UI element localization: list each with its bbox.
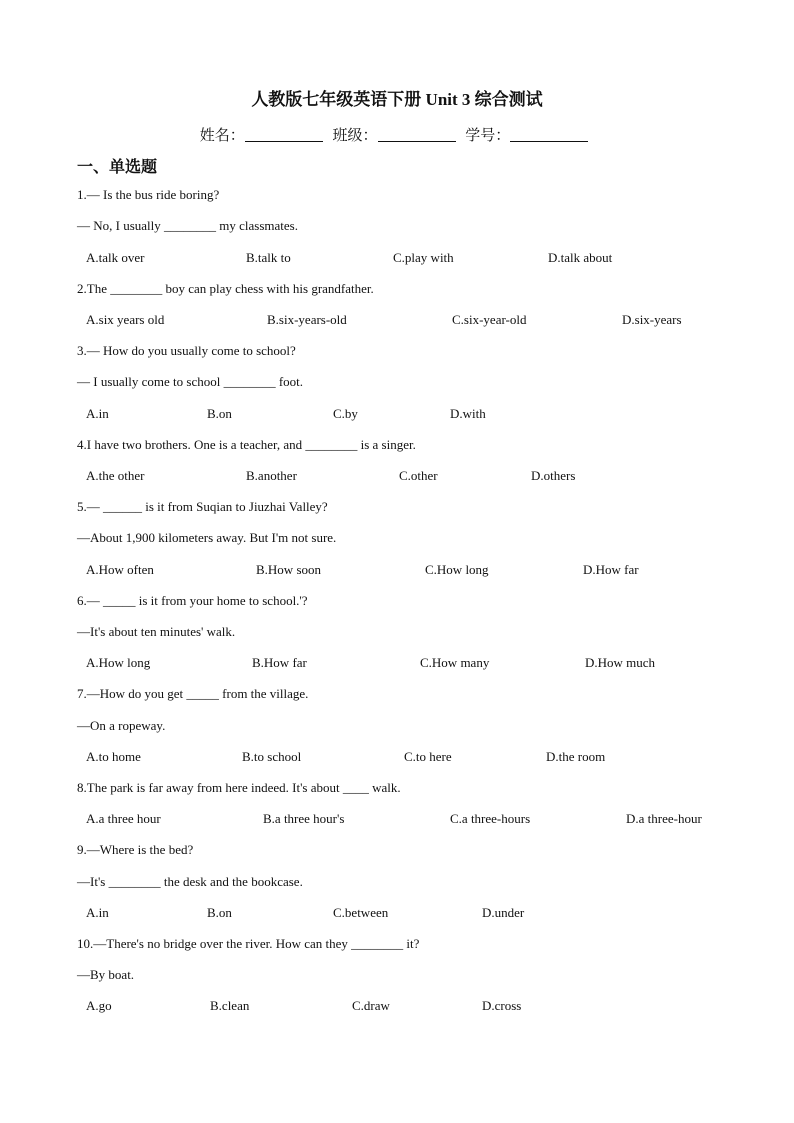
question-10-option-d[interactable]: D.cross	[482, 998, 522, 1013]
question-8-stem: 8.The park is far away from here indeed. It's about ____ walk.	[77, 780, 401, 795]
question-4-option-c[interactable]: C.other	[399, 468, 438, 483]
question-10-option-b[interactable]: B.clean	[210, 998, 250, 1013]
question-8-option-d[interactable]: D.a three-hour	[626, 811, 702, 826]
name-label: 姓名：	[199, 128, 245, 144]
question-8-option-b[interactable]: B.a three hour's	[263, 811, 345, 826]
question-3-option-b[interactable]: B.on	[207, 406, 232, 421]
question-2-option-c[interactable]: C.six-year-old	[452, 312, 527, 327]
question-7-option-d[interactable]: D.the room	[546, 749, 606, 764]
question-7-option-b[interactable]: B.to school	[242, 749, 302, 764]
question-2-option-a[interactable]: A.six years old	[86, 312, 165, 327]
question-3-line-2: — I usually come to school ________ foot.	[77, 374, 304, 389]
question-4-stem: 4.I have two brothers. One is a teacher, and ________ is a singer.	[77, 437, 416, 452]
question-3-option-d[interactable]: D.with	[450, 406, 486, 421]
question-9-option-a[interactable]: A.in	[86, 905, 109, 920]
name-blank[interactable]	[245, 127, 323, 142]
question-1-option-a[interactable]: A.talk over	[86, 250, 145, 265]
question-7-option-c[interactable]: C.to here	[404, 749, 452, 764]
question-9-stem: 9.—Where is the bed?	[77, 842, 194, 857]
student-info-row	[0, 124, 794, 145]
question-5-option-c[interactable]: C.How long	[425, 562, 489, 577]
question-1-line-2: — No, I usually ________ my classmates.	[77, 218, 298, 233]
question-10-option-a[interactable]: A.go	[86, 998, 112, 1013]
question-8-option-c[interactable]: C.a three-hours	[450, 811, 531, 826]
question-7-line-2: —On a ropeway.	[77, 718, 166, 733]
question-2-option-d[interactable]: D.six-years	[622, 312, 682, 327]
question-6-option-a[interactable]: A.How long	[86, 655, 151, 670]
question-5-line-2: —About 1,900 kilometers away. But I'm not sure.	[77, 530, 337, 545]
question-6-option-c[interactable]: C.How many	[420, 655, 490, 670]
question-6-option-b[interactable]: B.How far	[252, 655, 307, 670]
question-7-option-a[interactable]: A.to home	[86, 749, 141, 764]
question-5-stem: 5.— ______ is it from Suqian to Jiuzhai Valley?	[77, 499, 328, 514]
question-3-option-a[interactable]: A.in	[86, 406, 109, 421]
id-blank[interactable]	[510, 127, 588, 142]
question-9-option-d[interactable]: D.under	[482, 905, 525, 920]
question-3-stem: 3.— How do you usually come to school?	[77, 343, 296, 358]
question-4-option-a[interactable]: A.the other	[86, 468, 145, 483]
question-6-line-2: —It's about ten minutes' walk.	[77, 624, 236, 639]
question-9-option-b[interactable]: B.on	[207, 905, 232, 920]
question-2-option-b[interactable]: B.six-years-old	[267, 312, 347, 327]
question-2-stem: 2.The ________ boy can play chess with his grandfather.	[77, 281, 374, 296]
class-blank[interactable]	[378, 127, 456, 142]
class-label: 班级：	[332, 128, 378, 144]
question-10-stem: 10.—There's no bridge over the river. How can they ________ it?	[77, 936, 420, 951]
question-4-option-b[interactable]: B.another	[246, 468, 297, 483]
question-5-option-b[interactable]: B.How soon	[256, 562, 322, 577]
question-1-stem: 1.— Is the bus ride boring?	[77, 187, 220, 202]
question-1-option-d[interactable]: D.talk about	[548, 250, 613, 265]
question-4-option-d[interactable]: D.others	[531, 468, 576, 483]
question-6-option-d[interactable]: D.How much	[585, 655, 656, 670]
question-5-option-a[interactable]: A.How often	[86, 562, 154, 577]
question-8-option-a[interactable]: A.a three hour	[86, 811, 161, 826]
question-1-option-b[interactable]: B.talk to	[246, 250, 291, 265]
question-1-option-c[interactable]: C.play with	[393, 250, 454, 265]
page-title: 人教版七年级英语下册 Unit 3 综合测试	[251, 90, 543, 109]
question-7-stem: 7.—How do you get _____ from the village.	[77, 686, 309, 701]
section-title: 一、单选题	[77, 159, 158, 176]
id-label: 学号：	[465, 128, 511, 144]
question-10-line-2: —By boat.	[77, 967, 135, 982]
question-10-option-c[interactable]: C.draw	[352, 998, 390, 1013]
question-9-option-c[interactable]: C.between	[333, 905, 389, 920]
question-5-option-d[interactable]: D.How far	[583, 562, 639, 577]
question-6-stem: 6.— _____ is it from your home to school.'?	[77, 593, 308, 608]
question-9-line-2: —It's ________ the desk and the bookcase.	[77, 874, 303, 889]
question-3-option-c[interactable]: C.by	[333, 406, 358, 421]
